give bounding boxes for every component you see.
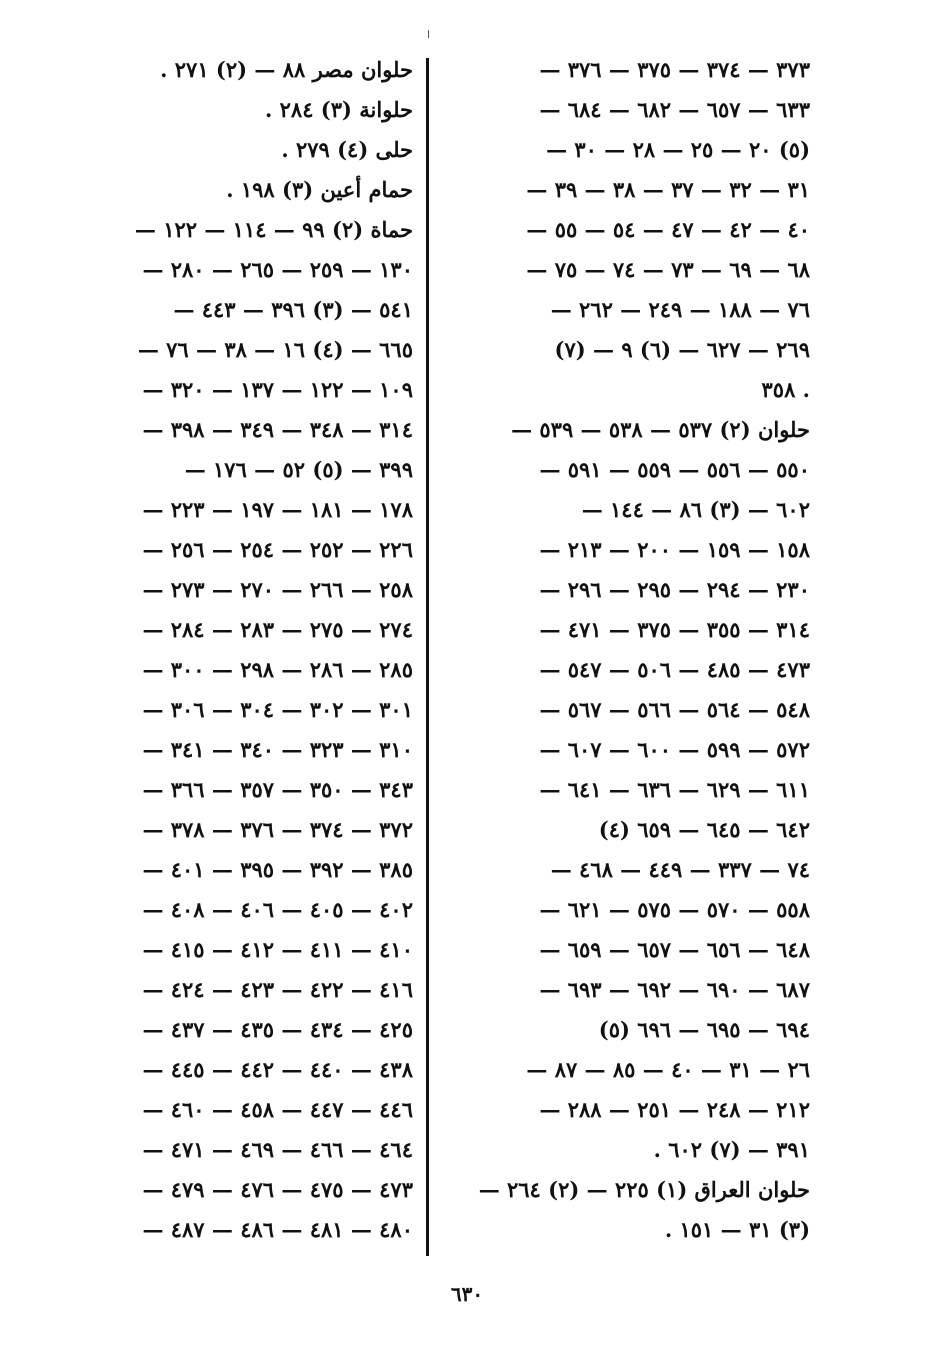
index-line: ١٠٩ — ١٢٢ — ١٣٧ — ٣٢٠ — [142, 377, 413, 402]
index-line: ٦٣٣ — ٦٥٧ — ٦٨٢ — ٦٨٤ — [539, 97, 810, 122]
left-column [58, 50, 413, 1250]
index-line: ٢٦٩ — ٦٢٧ — (٦) ٩ — (٧) [554, 337, 810, 362]
index-line: ٤٠ — ٤٢ — ٤٧ — ٥٤ — ٥٥ — [526, 217, 810, 242]
index-line: حمام أعين (٣) ١٩٨ . [226, 177, 413, 202]
index-line: ٦٩٤ — ٦٩٥ — ٦٩٦ (٥) [598, 1017, 810, 1042]
index-line: ٢٥٨ — ٢٦٦ — ٢٧٠ — ٢٧٣ — [142, 577, 413, 602]
index-line: ٢٧٤ — ٢٧٥ — ٢٨٣ — ٢٨٤ — [142, 617, 413, 642]
index-line: حلوان مصر ٨٨ — (٢) ٢٧١ . [160, 57, 413, 82]
index-line: . ٣٥٨ [761, 377, 810, 402]
index-line: ٣٨٥ — ٣٩٢ — ٣٩٥ — ٤٠١ — [142, 857, 413, 882]
index-line: ٢٨٥ — ٢٨٦ — ٢٩٨ — ٣٠٠ — [142, 657, 413, 682]
index-line: ١٥٨ — ١٥٩ — ٢٠٠ — ٢١٣ — [539, 537, 810, 562]
index-line: ٢٢٦ — ٢٥٢ — ٢٥٤ — ٢٥٦ — [142, 537, 413, 562]
index-line: ٤١٦ — ٤٢٢ — ٤٢٣ — ٤٢٤ — [142, 977, 413, 1002]
index-line: ٤١٠ — ٤١١ — ٤١٢ — ٤١٥ — [142, 937, 413, 962]
index-line: (٣) ٣١ — ١٥١ . [664, 1217, 810, 1242]
index-line: ٥٤٨ — ٥٦٤ — ٥٦٦ — ٥٦٧ — [539, 697, 810, 722]
index-line: ٥٥٨ — ٥٧٠ — ٥٧٥ — ٦٢١ — [539, 897, 810, 922]
index-line: ٤٧٣ — ٤٨٥ — ٥٠٦ — ٥٤٧ — [539, 657, 810, 682]
index-line: ٤٦٤ — ٤٦٦ — ٤٦٩ — ٤٧١ — [142, 1137, 413, 1162]
column-divider [426, 58, 429, 1256]
index-line: ٣٧٣ — ٣٧٤ — ٣٧٥ — ٣٧٦ — [539, 57, 810, 82]
index-line: ٣٤٣ — ٣٥٠ — ٣٥٧ — ٣٦٦ — [142, 777, 413, 802]
index-line: ٢٣٠ — ٢٩٤ — ٢٩٥ — ٢٩٦ — [539, 577, 810, 602]
index-line: ٣١ — ٣٢ — ٣٧ — ٣٨ — ٣٩ — [526, 177, 810, 202]
index-line: حلوان (٢) ٥٣٧ — ٥٣٨ — ٥٣٩ — [511, 417, 810, 442]
index-line: حلوانة (٣) ٢٨٤ . [265, 97, 413, 122]
index-line: ٤٣٨ — ٤٤٠ — ٤٤٢ — ٤٤٥ — [142, 1057, 413, 1082]
margin-mark [428, 30, 429, 38]
index-line: ٦٨ — ٦٩ — ٧٣ — ٧٤ — ٧٥ — [526, 257, 810, 282]
index-line: ٣٠١ — ٣٠٢ — ٣٠٤ — ٣٠٦ — [142, 697, 413, 722]
index-line: ٣٧٢ — ٣٧٤ — ٣٧٦ — ٣٧٨ — [142, 817, 413, 842]
index-line: ٣١٠ — ٣٢٣ — ٣٤٠ — ٣٤١ — [142, 737, 413, 762]
index-line: ٧٤ — ٣٣٧ — ٤٤٩ — ٤٦٨ — [550, 857, 810, 882]
index-line: ٤٧٣ — ٤٧٥ — ٤٧٦ — ٤٧٩ — [142, 1177, 413, 1202]
index-line: ٧٦ — ١٨٨ — ٢٤٩ — ٢٦٢ — [550, 297, 810, 322]
index-line: ٦٨٧ — ٦٩٠ — ٦٩٢ — ٦٩٣ — [539, 977, 810, 1002]
index-line: ٤٠٢ — ٤٠٥ — ٤٠٦ — ٤٠٨ — [142, 897, 413, 922]
index-line: ٤٤٦ — ٤٤٧ — ٤٥٨ — ٤٦٠ — [142, 1097, 413, 1122]
index-line: ٣٩٩ — (٥) ٥٢ — ١٧٦ — [184, 457, 413, 482]
index-line: ٣١٤ — ٣٤٨ — ٣٤٩ — ٣٩٨ — [142, 417, 413, 442]
index-line: (٥) ٢٠ — ٢٥ — ٢٨ — ٣٠ — [546, 137, 810, 162]
right-column [455, 50, 810, 1250]
page-number: ٦٣٠ [450, 1282, 484, 1306]
index-line: ٣١٤ — ٣٥٥ — ٣٧٥ — ٤٧١ — [539, 617, 810, 642]
index-line: ٥٤١ — (٣) ٣٩٦ — ٤٤٣ — [173, 297, 413, 322]
index-line: حماة (٢) ٩٩ — ١١٤ — ١٢٢ — [134, 217, 413, 242]
index-line: حلى (٤) ٢٧٩ . [281, 137, 413, 162]
index-line: ٤٨٠ — ٤٨١ — ٤٨٦ — ٤٨٧ — [142, 1217, 413, 1242]
index-line: ٦٠٢ — (٣) ٨٦ — ١٤٤ — [581, 497, 810, 522]
index-line: ٢١٢ — ٢٤٨ — ٢٥١ — ٢٨٨ — [539, 1097, 810, 1122]
index-line: ٦١١ — ٦٢٩ — ٦٣٦ — ٦٤١ — [539, 777, 810, 802]
index-line: ١٣٠ — ٢٥٩ — ٢٦٥ — ٢٨٠ — [142, 257, 413, 282]
index-line: ٣٩١ — (٧) ٦٠٢ . [653, 1137, 810, 1162]
index-line: ٤٢٥ — ٤٣٤ — ٤٣٥ — ٤٣٧ — [142, 1017, 413, 1042]
index-line: ٦٦٥ — (٤) ١٦ — ٣٨ — ٧٦ — [137, 337, 413, 362]
index-line: ٦٤٢ — ٦٤٥ — ٦٥٩ (٤) [598, 817, 810, 842]
index-line: حلوان العراق (١) ٢٢٥ — (٢) ٢٦٤ — [478, 1177, 810, 1202]
index-line: ٥٥٠ — ٥٥٦ — ٥٥٩ — ٥٩١ — [539, 457, 810, 482]
index-line: ٦٤٨ — ٦٥٦ — ٦٥٧ — ٦٥٩ — [539, 937, 810, 962]
index-line: ٢٦ — ٣١ — ٤٠ — ٨٥ — ٨٧ — [526, 1057, 810, 1082]
index-line: ١٧٨ — ١٨١ — ١٩٧ — ٢٢٣ — [142, 497, 413, 522]
index-line: ٥٧٢ — ٥٩٩ — ٦٠٠ — ٦٠٧ — [539, 737, 810, 762]
